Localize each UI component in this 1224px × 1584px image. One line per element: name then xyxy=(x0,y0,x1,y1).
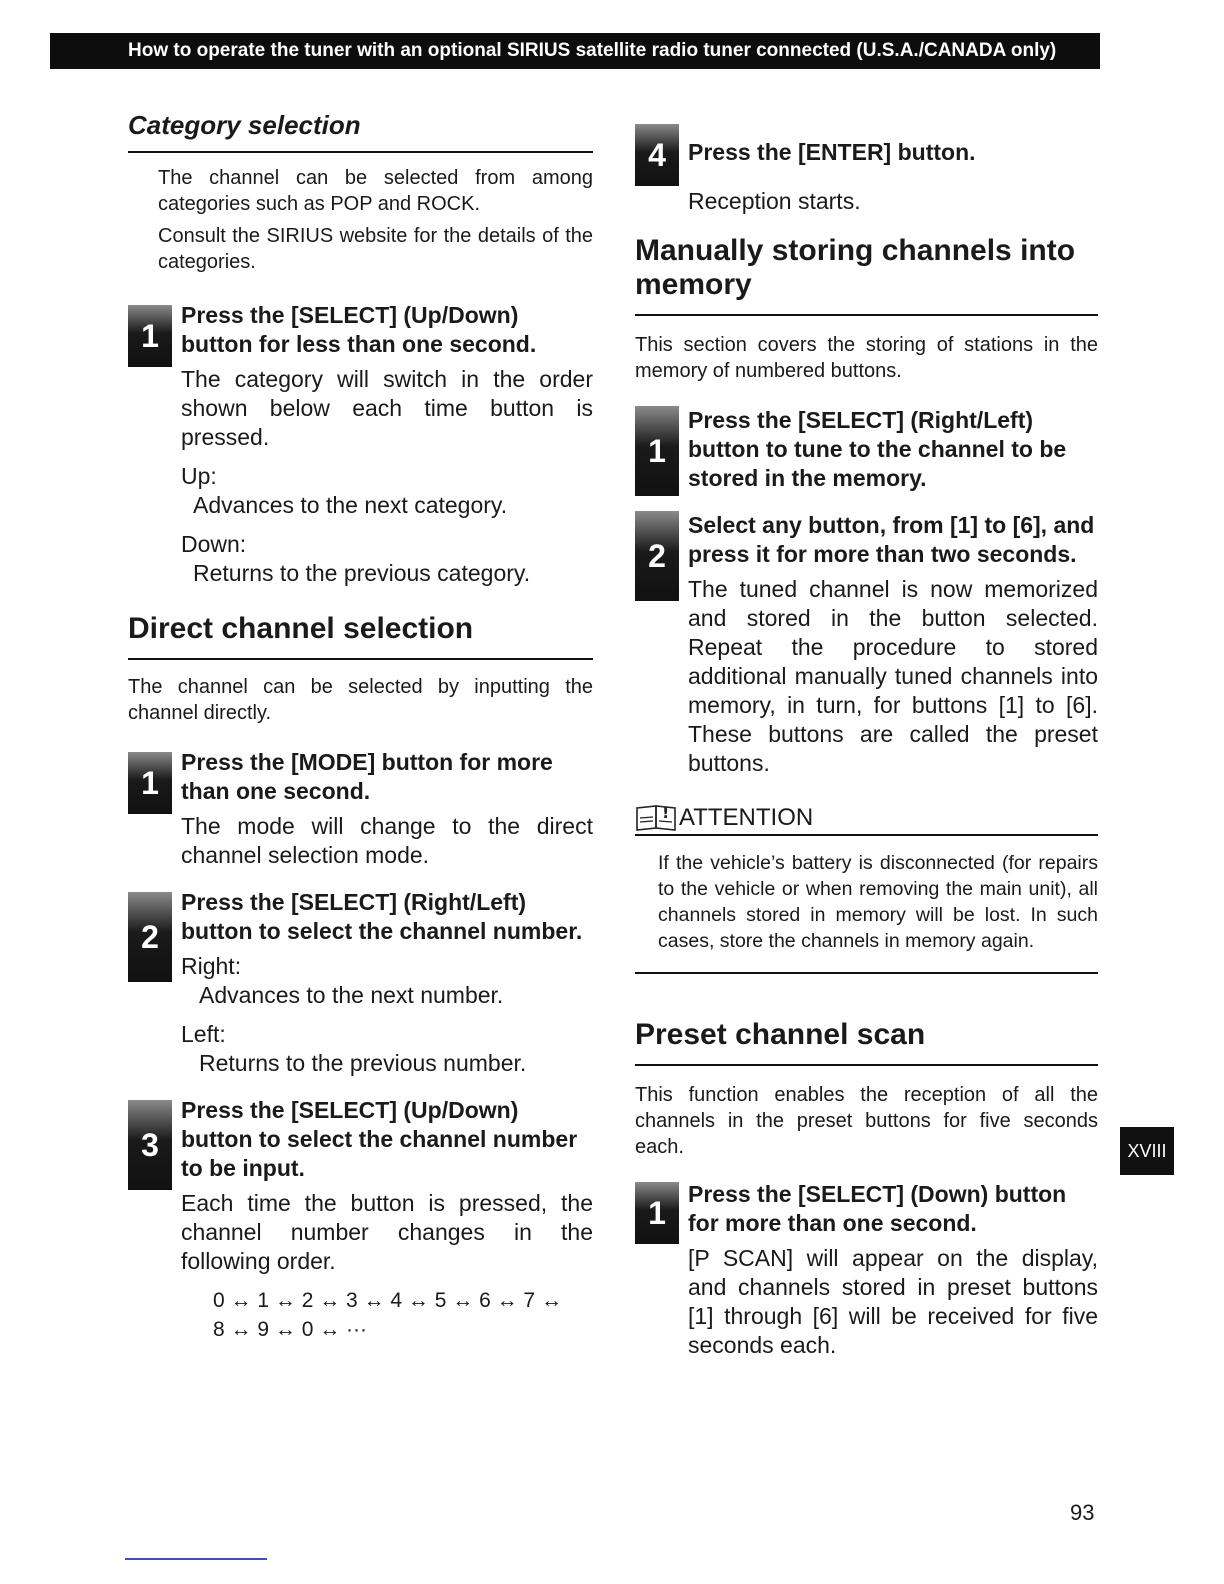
step-title: Press the [SELECT] (Right/Left) button to tune to the channel to be stored in the memory. xyxy=(688,407,1067,491)
step-number-badge: 1 xyxy=(128,305,172,367)
direct-step-3 xyxy=(128,1096,593,1344)
step-body: The category will switch in the order shown below each time button is pressed. xyxy=(181,366,593,450)
attention-top-rule xyxy=(635,834,1098,836)
preset-step-1 xyxy=(635,1180,1098,1360)
manual-heading-rule xyxy=(635,314,1098,316)
attention-header xyxy=(635,798,1098,832)
preset-intro: This function enables the reception of all the channels in the preset buttons for five seconds each. xyxy=(635,1084,1098,1158)
step-title: Press the [SELECT] (Right/Left) button to select the channel number. xyxy=(181,889,583,944)
attention-box xyxy=(635,798,1098,974)
left-column xyxy=(128,110,593,1344)
step-number-badge: 1 xyxy=(635,1182,679,1244)
book-warning-icon xyxy=(635,798,679,832)
step-body: Each time the button is pressed, the channel number changes in the following order. xyxy=(181,1190,593,1274)
direct-heading-rule xyxy=(128,658,593,660)
step-title: Press the [SELECT] (Up/Down) button to select the channel number to be input. xyxy=(181,1097,578,1181)
step-number-badge: 3 xyxy=(128,1100,172,1190)
down-label: Down: xyxy=(181,531,247,557)
attention-bottom-rule xyxy=(635,972,1098,974)
direct-step-1 xyxy=(128,748,593,870)
direct-step-4 xyxy=(635,124,1098,216)
up-label: Up: xyxy=(181,463,217,489)
preset-heading-rule xyxy=(635,1064,1098,1066)
manual-step-2 xyxy=(635,511,1098,778)
direct-step-2 xyxy=(128,888,593,1078)
right-text: Advances to the next number. xyxy=(199,982,504,1008)
manual-intro: This section covers the storing of stations in the memory of numbered buttons. xyxy=(635,334,1098,382)
category-intro-1: The channel can be selected from among categories such as POP and ROCK. xyxy=(158,167,593,215)
svg-text:!: ! xyxy=(662,803,670,822)
step-number-badge: 1 xyxy=(635,406,679,496)
step-body: The mode will change to the direct channel selection mode. xyxy=(181,813,593,868)
page-header-bar xyxy=(50,33,1100,69)
category-selection-heading: Category selection xyxy=(128,110,361,140)
step-body: [P SCAN] will appear on the display, and channels stored in preset buttons [1] through [6] will be received for five seconds each. xyxy=(688,1245,1098,1358)
step-title: Select any button, from [1] to [6], and press it for more than two seconds. xyxy=(688,512,1095,567)
right-label: Right: xyxy=(181,953,242,979)
step-number-badge: 4 xyxy=(635,124,679,186)
attention-label: ATTENTION xyxy=(679,804,814,831)
category-step-1 xyxy=(128,301,593,588)
bottom-divider xyxy=(125,1558,267,1560)
left-label: Left: xyxy=(181,1021,226,1047)
attention-text: If the vehicle’s battery is disconnected (for repairs to the vehicle or when removing the main unit), all channels stored in memory will be lost. In such cases, store the channels in memory again. xyxy=(658,852,1098,952)
step-title: Press the [ENTER] button. xyxy=(688,139,976,165)
channel-sequence-1: 0 ↔ 1 ↔ 2 ↔ 3 ↔ 4 ↔ 5 ↔ 6 ↔ 7 ↔ xyxy=(213,1289,562,1312)
step-number-badge: 2 xyxy=(635,511,679,601)
page-number: 93 xyxy=(1070,1500,1095,1525)
header-title: How to operate the tuner with an optional SIRIUS satellite radio tuner connected (U.S.A./CANADA only) xyxy=(128,40,1057,61)
chapter-tab-label: XVIII xyxy=(1127,1140,1167,1161)
channel-sequence-2: 8 ↔ 9 ↔ 0 ↔ ··· xyxy=(213,1318,368,1341)
direct-channel-heading: Direct channel selection xyxy=(128,612,474,645)
right-column xyxy=(635,124,1098,1360)
up-text: Advances to the next category. xyxy=(193,492,508,518)
step-body: Reception starts. xyxy=(688,188,861,214)
step-body: The tuned channel is now memorized and stored in the button selected. Repeat the procedure to stored additional manually tuned channels into memory, in turn, for buttons [1] to [6]. These buttons are called the preset buttons. xyxy=(688,576,1098,776)
step-title: Press the [MODE] button for more than one second. xyxy=(181,749,553,804)
category-intro-2: Consult the SIRIUS website for the details of the categories. xyxy=(158,225,593,273)
left-text: Returns to the previous number. xyxy=(199,1050,527,1076)
category-heading-rule xyxy=(128,151,593,153)
down-text: Returns to the previous category. xyxy=(193,560,531,586)
step-number-badge: 2 xyxy=(128,892,172,982)
step-number-badge: 1 xyxy=(128,752,172,814)
category-intro xyxy=(158,165,593,275)
manual-storing-heading: Manually storing channels into memory xyxy=(635,234,1076,301)
direct-intro: The channel can be selected by inputting the channel directly. xyxy=(128,676,593,724)
chapter-tab xyxy=(1120,1127,1174,1175)
preset-scan-heading: Preset channel scan xyxy=(635,1018,926,1051)
step-title: Press the [SELECT] (Down) button for more than one second. xyxy=(688,1181,1067,1236)
manual-step-1 xyxy=(635,406,1098,493)
step-title: Press the [SELECT] (Up/Down) button for less than one second. xyxy=(181,302,537,357)
